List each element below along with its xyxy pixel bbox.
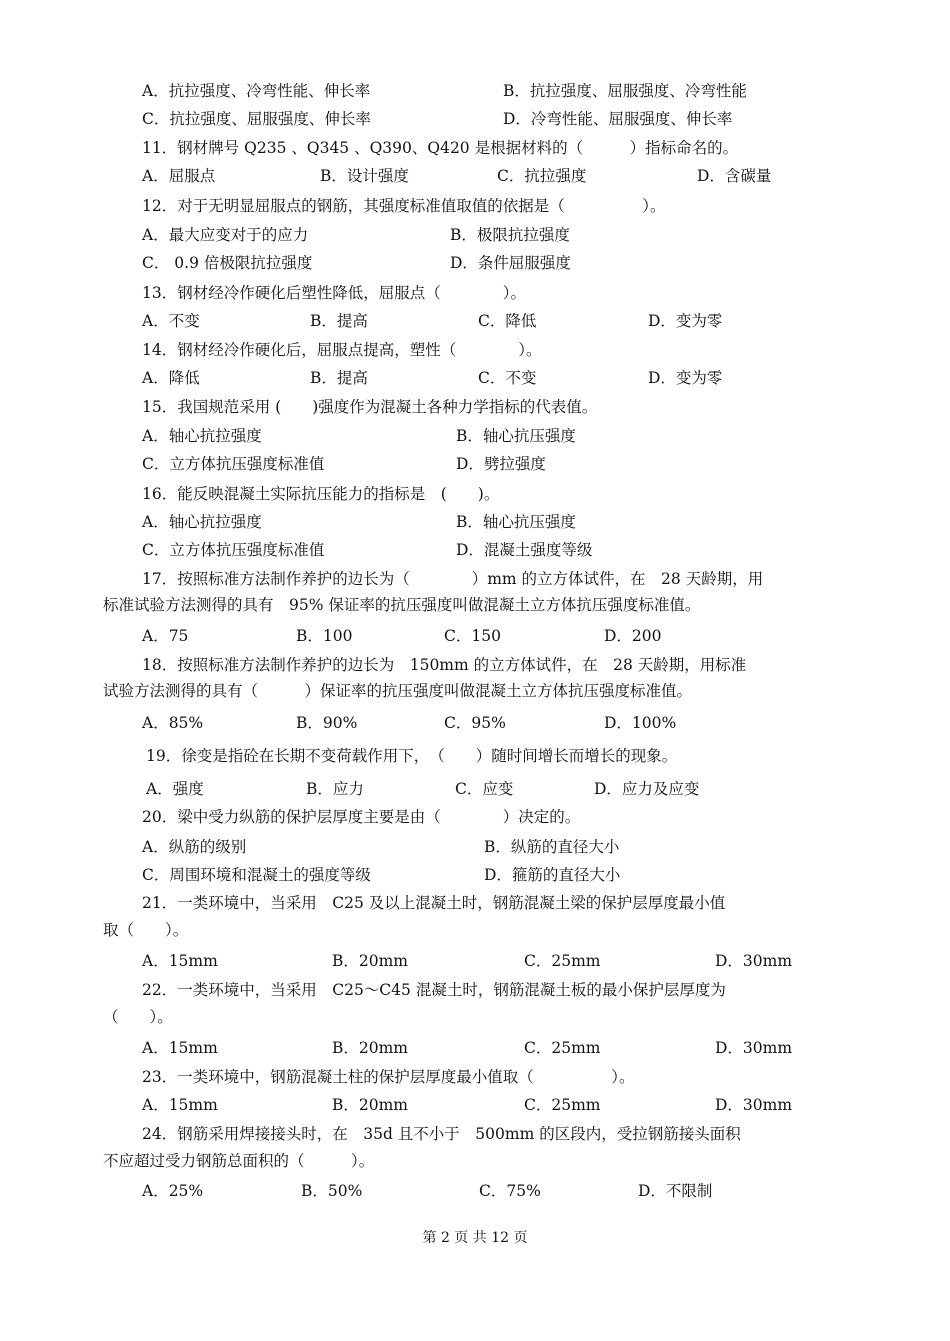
question-stem-continuation: 标准试验方法测得的具有 95% 保证率的抗压强度叫做混凝土立方体抗压强度标准值。 bbox=[103, 596, 701, 614]
option-item: D．30mm bbox=[715, 1096, 793, 1114]
question-stem: 23．一类环境中，钢筋混凝土柱的保护层厚度最小值取（ ）。 bbox=[142, 1068, 635, 1086]
question-stem: 11．钢材牌号 Q235 、Q345 、Q390、Q420 是根据材料的（ ）指标命名的。 bbox=[142, 139, 739, 157]
question-stem: 19．徐变是指砼在长期不变荷载作用下， （ ）随时间增长而增长的现象。 bbox=[146, 747, 678, 765]
question-stem-continuation: （ ）。 bbox=[103, 1008, 173, 1026]
option-item: D．30mm bbox=[715, 1039, 793, 1057]
option-item: D．30mm bbox=[715, 952, 793, 970]
option-item: B．提高 bbox=[310, 312, 368, 330]
option-item: D．条件屈服强度 bbox=[450, 254, 571, 272]
option-item: A．85% bbox=[142, 714, 204, 732]
option-item: B．20mm bbox=[332, 1096, 409, 1114]
question-stem: 17．按照标准方法制作养护的边长为（ ）mm 的立方体试件，在 28 天龄期，用 bbox=[142, 570, 764, 588]
question-stem: 18．按照标准方法制作养护的边长为 150mm 的立方体试件，在 28 天龄期，用标准 bbox=[142, 656, 747, 674]
option-item: B．设计强度 bbox=[320, 167, 409, 185]
option-item: A．15mm bbox=[142, 1039, 218, 1057]
option-item: A．25% bbox=[142, 1182, 204, 1200]
question-stem-continuation: 取（ ）。 bbox=[103, 921, 189, 939]
option-item: A．不变 bbox=[142, 312, 200, 330]
option-item: B．20mm bbox=[332, 1039, 409, 1057]
option-item: C．降低 bbox=[478, 312, 537, 330]
option-item: C．抗拉强度 bbox=[497, 167, 587, 185]
question-stem: 15．我国规范采用 ( )强度作为混凝土各种力学指标的代表值。 bbox=[142, 398, 598, 416]
question-stem-continuation: 试验方法测得的具有（ ）保证率的抗压强度叫做混凝土立方体抗压强度标准值。 bbox=[103, 682, 693, 700]
option-item: C．不变 bbox=[478, 369, 537, 387]
option-item: B．90% bbox=[296, 714, 358, 732]
option-item: B．应力 bbox=[306, 780, 364, 798]
option-item: A．屈服点 bbox=[142, 167, 216, 185]
option-item: B．轴心抗压强度 bbox=[456, 427, 576, 445]
question-stem: 22．一类环境中，当采用 C25～C45 混凝土时，钢筋混凝土板的最小保护层厚度为 bbox=[142, 981, 726, 999]
option-item: A．15mm bbox=[142, 952, 218, 970]
option-item: A．最大应变对于的应力 bbox=[142, 226, 309, 244]
option-item: B．纵筋的直径大小 bbox=[484, 838, 620, 856]
option-item: A．轴心抗拉强度 bbox=[142, 513, 262, 531]
option-item: C．25mm bbox=[524, 952, 601, 970]
option-item: D．含碳量 bbox=[697, 167, 772, 185]
option-item: D．冷弯性能、屈服强度、伸长率 bbox=[503, 110, 733, 128]
option-item: B．100 bbox=[296, 627, 353, 645]
option-item: D．劈拉强度 bbox=[456, 455, 546, 473]
question-stem: 21．一类环境中，当采用 C25 及以上混凝土时，钢筋混凝土梁的保护层厚度最小值 bbox=[142, 894, 726, 912]
option-item: A．15mm bbox=[142, 1096, 218, 1114]
option-item: C．周围环境和混凝土的强度等级 bbox=[142, 866, 371, 884]
option-item: B．提高 bbox=[310, 369, 368, 387]
option-item: A．75 bbox=[142, 627, 189, 645]
question-stem: 20．梁中受力纵筋的保护层厚度主要是由（ ）决定的。 bbox=[142, 808, 581, 826]
option-item: D．不限制 bbox=[638, 1182, 713, 1200]
option-item: C．25mm bbox=[524, 1039, 601, 1057]
option-item: D．100% bbox=[604, 714, 677, 732]
option-item: C．150 bbox=[444, 627, 501, 645]
option-item: A．抗拉强度、冷弯性能、伸长率 bbox=[142, 82, 371, 100]
question-stem: 14．钢材经冷作硬化后，屈服点提高，塑性（ ）。 bbox=[142, 341, 542, 359]
option-item: B．极限抗拉强度 bbox=[450, 226, 570, 244]
question-stem: 13．钢材经冷作硬化后塑性降低，屈服点（ ）。 bbox=[142, 284, 526, 302]
question-stem: 12．对于无明显屈服点的钢筋，其强度标准值取值的依据是（ ）。 bbox=[142, 197, 666, 215]
option-item: B．抗拉强度、屈服强度、冷弯性能 bbox=[503, 82, 747, 100]
option-item: B．50% bbox=[301, 1182, 363, 1200]
option-item: A．强度 bbox=[146, 780, 204, 798]
option-item: D．变为零 bbox=[648, 369, 723, 387]
option-item: D．应力及应变 bbox=[594, 780, 700, 798]
question-stem-continuation: 不应超过受力钢筋总面积的（ ）。 bbox=[103, 1152, 375, 1170]
option-item: D．箍筋的直径大小 bbox=[484, 866, 621, 884]
option-item: D．变为零 bbox=[648, 312, 723, 330]
option-item: D．混凝土强度等级 bbox=[456, 541, 593, 559]
option-item: C．抗拉强度、屈服强度、伸长率 bbox=[142, 110, 371, 128]
option-item: A．纵筋的级别 bbox=[142, 838, 247, 856]
option-item: A．轴心抗拉强度 bbox=[142, 427, 262, 445]
option-item: C．25mm bbox=[524, 1096, 601, 1114]
page-footer: 第 2 页 共 12 页 bbox=[422, 1230, 528, 1246]
option-item: B．轴心抗压强度 bbox=[456, 513, 576, 531]
question-stem: 24．钢筋采用焊接接头时，在 35d 且不小于 500mm 的区段内，受拉钢筋接头面积 bbox=[142, 1125, 741, 1143]
option-item: C．应变 bbox=[455, 780, 514, 798]
option-item: A．降低 bbox=[142, 369, 200, 387]
option-item: C．立方体抗压强度标准值 bbox=[142, 455, 325, 473]
option-item: C．75% bbox=[479, 1182, 541, 1200]
question-stem: 16．能反映混凝土实际抗压能力的指标是 ( )。 bbox=[142, 485, 500, 503]
option-item: B．20mm bbox=[332, 952, 409, 970]
option-item: C．95% bbox=[444, 714, 506, 732]
option-item: C．立方体抗压强度标准值 bbox=[142, 541, 325, 559]
option-item: C． 0.9 倍极限抗拉强度 bbox=[142, 254, 313, 272]
option-item: D．200 bbox=[604, 627, 662, 645]
